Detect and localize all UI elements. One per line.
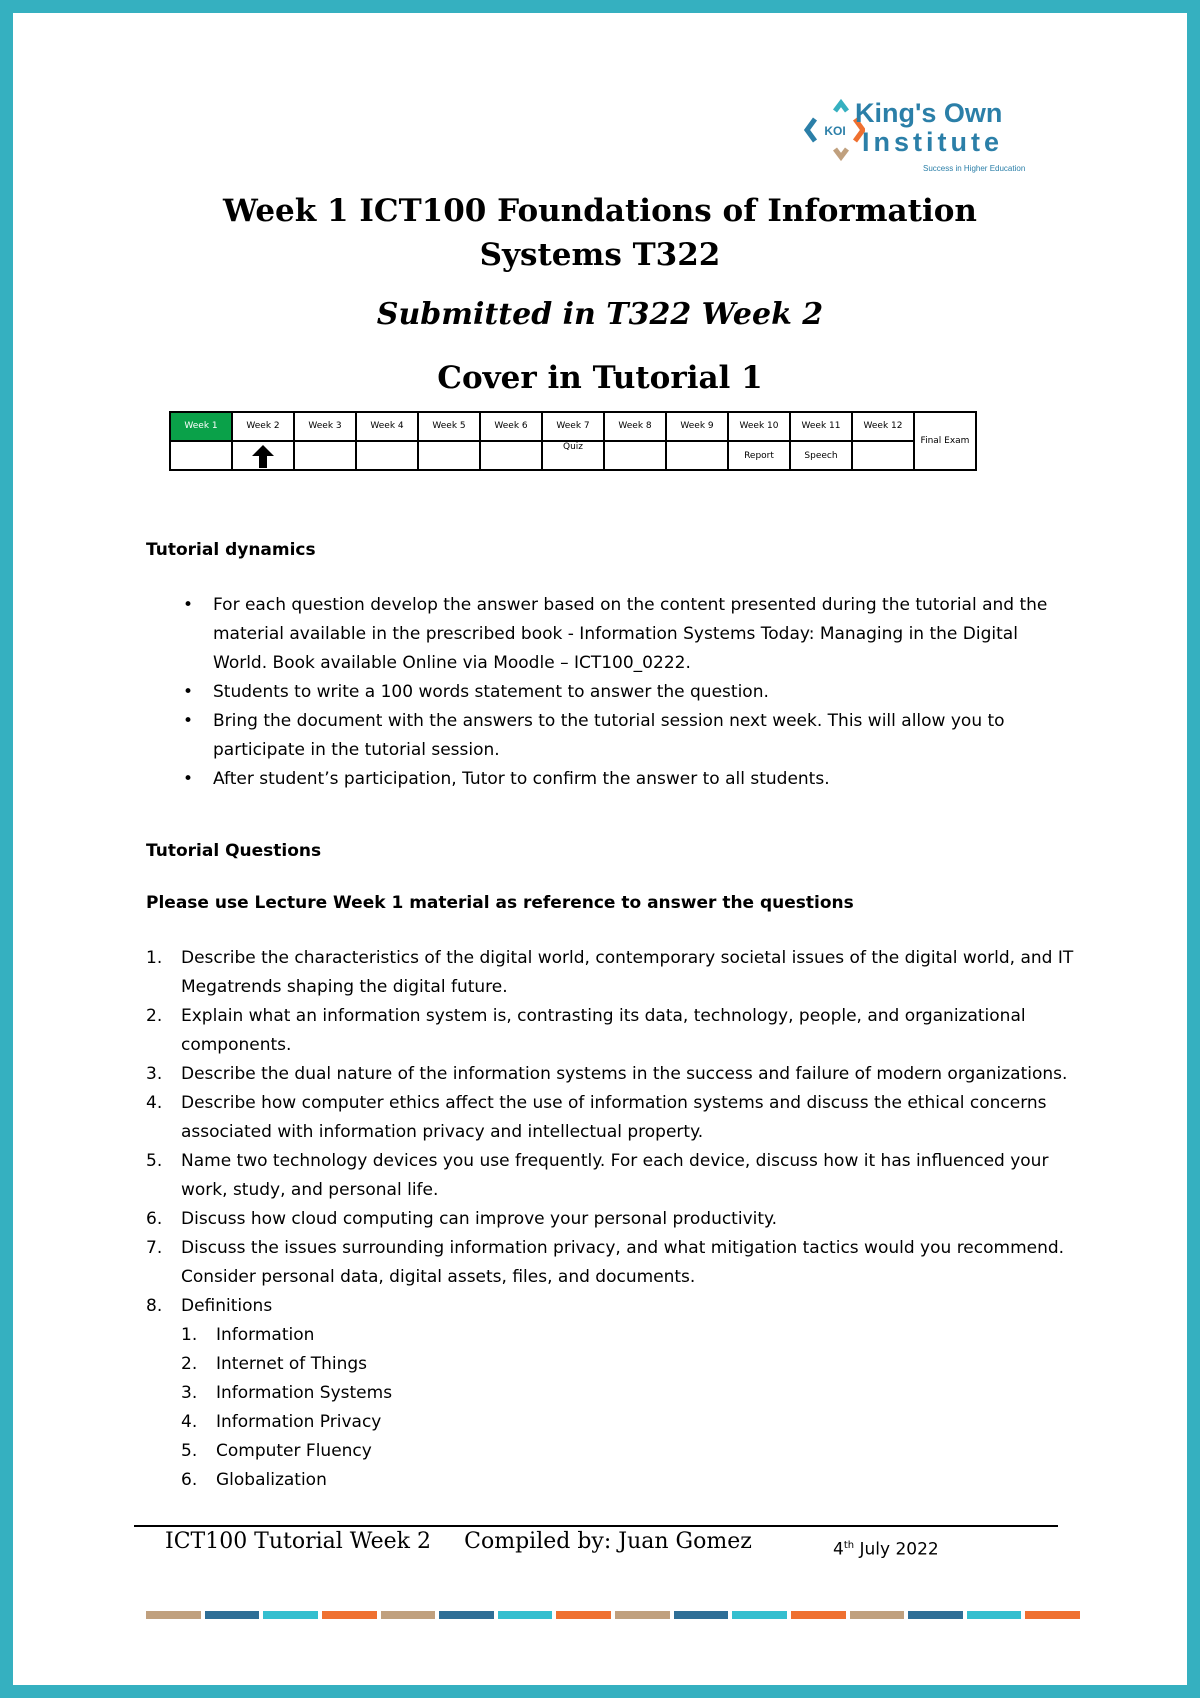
question-item: 1. Describe the characteristics of the digital world, contemporary societal issues of the digital world, and IT Megatrends shaping the digital future. <box>146 948 1074 997</box>
footer-color-bar <box>146 1611 1080 1619</box>
up-arrow-icon <box>250 443 276 469</box>
week-detail-cell <box>852 441 914 470</box>
week-detail-cell <box>232 441 294 470</box>
definition-text: Computer Fluency <box>216 1441 372 1461</box>
question-text: Describe the characteristics of the digital world, contemporary societal issues of the digital world, and IT Megatrends shaping the digital future. <box>181 948 1074 997</box>
question-text: Describe how computer ethics affect the use of information systems and discuss the ethical concerns associated with information privacy and intellectual property. <box>181 1093 1047 1142</box>
definition-item: 5. Computer Fluency <box>181 1441 372 1461</box>
list-item: • Bring the document with the answers to the tutorial session next week. This will allow you to participate in the tutorial session. <box>146 707 1076 765</box>
question-item: 8. Definitions 1. Information 2. Internet of Things 3. Information Systems 4. Information Privacy 5. Computer Fluency 6. Globalization <box>146 1292 1076 1495</box>
color-bar-segment <box>322 1611 377 1619</box>
week-cell: Week 4 <box>356 412 418 441</box>
question-item: 7. Discuss the issues surrounding information privacy, and what mitigation tactics would you recommend. Consider personal data, digital assets, files, and documents. <box>146 1238 1065 1287</box>
list-item: • After student’s participation, Tutor to confirm the answer to all students. <box>146 765 1076 794</box>
weeks-header-row <box>170 412 976 441</box>
definition-item: 3. Information Systems <box>181 1383 393 1403</box>
question-text: Explain what an information system is, contrasting its data, technology, people, and organizational components. <box>181 1006 1026 1055</box>
date-suffix: th <box>843 1540 855 1551</box>
question-item: 3. Describe the dual nature of the information systems in the success and failure of modern organizations. <box>146 1064 1068 1084</box>
week-cell-current: Week 1 <box>170 412 232 441</box>
definition-text: Information Privacy <box>216 1412 382 1432</box>
weeks-detail-row <box>170 441 976 470</box>
list-item: • For each question develop the answer based on the content presented during the tutorial and the material available in the prescribed book - Information Systems Today: Managing in the Digital World. Book available Online via Moodle – ICT100_0222. <box>146 591 1076 678</box>
footer-course: ICT100 Tutorial Week 2 <box>165 1529 431 1554</box>
color-bar-segment <box>556 1611 611 1619</box>
color-bar-segment <box>908 1611 963 1619</box>
week-detail-cell: Speech <box>790 441 852 470</box>
logo-tagline: Success in Higher Education <box>923 164 1026 173</box>
color-bar-segment <box>146 1611 201 1619</box>
svg-text:KOI: KOI <box>824 124 846 138</box>
kings-own-institute-logo <box>803 85 1053 181</box>
dynamics-list <box>146 591 1076 794</box>
definition-item: 1. Information <box>181 1325 315 1345</box>
week-detail-cell <box>604 441 666 470</box>
week-detail-cell <box>356 441 418 470</box>
color-bar-segment <box>791 1611 846 1619</box>
week-detail-cell: Quiz <box>542 441 604 470</box>
definition-item: 6. Globalization <box>181 1470 327 1490</box>
definition-item: 4. Information Privacy <box>181 1412 382 1432</box>
week-cell: Week 11 <box>790 412 852 441</box>
color-bar-segment <box>615 1611 670 1619</box>
color-bar-segment <box>439 1611 494 1619</box>
footer-date <box>833 1532 993 1564</box>
question-text: Definitions <box>181 1296 273 1316</box>
week-cell: Week 7 <box>542 412 604 441</box>
week-detail-cell: Report <box>728 441 790 470</box>
color-bar-segment <box>850 1611 905 1619</box>
definition-text: Information <box>216 1325 315 1345</box>
question-text: Name two technology devices you use frequently. For each device, discuss how it has influenced your work, study, and personal life. <box>181 1151 1049 1200</box>
question-item: 6. Discuss how cloud computing can improve your personal productivity. <box>146 1209 778 1229</box>
definitions-list <box>181 1321 1076 1495</box>
week-detail-cell <box>666 441 728 470</box>
questions-instruction: Please use Lecture Week 1 material as reference to answer the questions <box>146 893 854 913</box>
question-text: Discuss how cloud computing can improve your personal productivity. <box>181 1209 778 1229</box>
color-bar-segment <box>967 1611 1022 1619</box>
color-bar-segment <box>498 1611 553 1619</box>
date-day: 4 <box>833 1539 844 1560</box>
logo-subname: Institute <box>862 127 1003 157</box>
definition-item: 2. Internet of Things <box>181 1354 367 1374</box>
question-item: 2. Explain what an information system is, contrasting its data, technology, people, and organizational components. <box>146 1006 1026 1055</box>
color-bar-segment <box>381 1611 436 1619</box>
tutorial-dynamics-heading: Tutorial dynamics <box>146 540 316 560</box>
color-bar-segment <box>732 1611 787 1619</box>
week-cell: Week 2 <box>232 412 294 441</box>
color-bar-segment <box>205 1611 260 1619</box>
week-detail-cell <box>480 441 542 470</box>
color-bar-segment <box>263 1611 318 1619</box>
date-rest: July 2022 <box>854 1539 939 1560</box>
color-bar-segment <box>1025 1611 1080 1619</box>
definition-text: Information Systems <box>216 1383 393 1403</box>
final-exam-cell: Final Exam <box>914 412 976 470</box>
color-bar-segment <box>674 1611 729 1619</box>
week-cell: Week 3 <box>294 412 356 441</box>
week-detail-cell <box>294 441 356 470</box>
page-title: Week 1 ICT100 Foundations of Information Systems T322 <box>223 193 977 273</box>
weeks-table <box>169 411 977 471</box>
footer-author: Compiled by: Juan Gomez <box>464 1529 752 1554</box>
question-item: 5. Name two technology devices you use frequently. For each device, discuss how it has influenced your work, study, and personal life. <box>146 1151 1049 1200</box>
cover-subtitle: Cover in Tutorial 1 <box>437 360 763 396</box>
list-item: • Students to write a 100 words statement to answer the question. <box>146 678 1076 707</box>
week-cell: Week 10 <box>728 412 790 441</box>
question-text: Describe the dual nature of the information systems in the success and failure of modern organizations. <box>181 1064 1068 1084</box>
footer-divider <box>134 1525 1058 1527</box>
week-cell: Week 8 <box>604 412 666 441</box>
definition-text: Globalization <box>216 1470 327 1490</box>
week-detail-cell <box>418 441 480 470</box>
submitted-subtitle: Submitted in T322 Week 2 <box>376 297 824 332</box>
question-text: Discuss the issues surrounding information privacy, and what mitigation tactics would you recommend. Consider personal data, digital assets, files, and documents. <box>181 1238 1065 1287</box>
week-cell: Week 5 <box>418 412 480 441</box>
week-cell: Week 9 <box>666 412 728 441</box>
tutorial-questions-heading: Tutorial Questions <box>146 841 322 861</box>
week-detail-cell <box>170 441 232 470</box>
questions-list <box>146 944 1076 1495</box>
logo-name: King's Own <box>855 98 1003 128</box>
question-item: 4. Describe how computer ethics affect the use of information systems and discuss the ethical concerns associated with information privacy and intellectual property. <box>146 1093 1047 1142</box>
definition-text: Internet of Things <box>216 1354 367 1374</box>
week-cell: Week 12 <box>852 412 914 441</box>
week-cell: Week 6 <box>480 412 542 441</box>
document-page <box>13 13 1187 1685</box>
